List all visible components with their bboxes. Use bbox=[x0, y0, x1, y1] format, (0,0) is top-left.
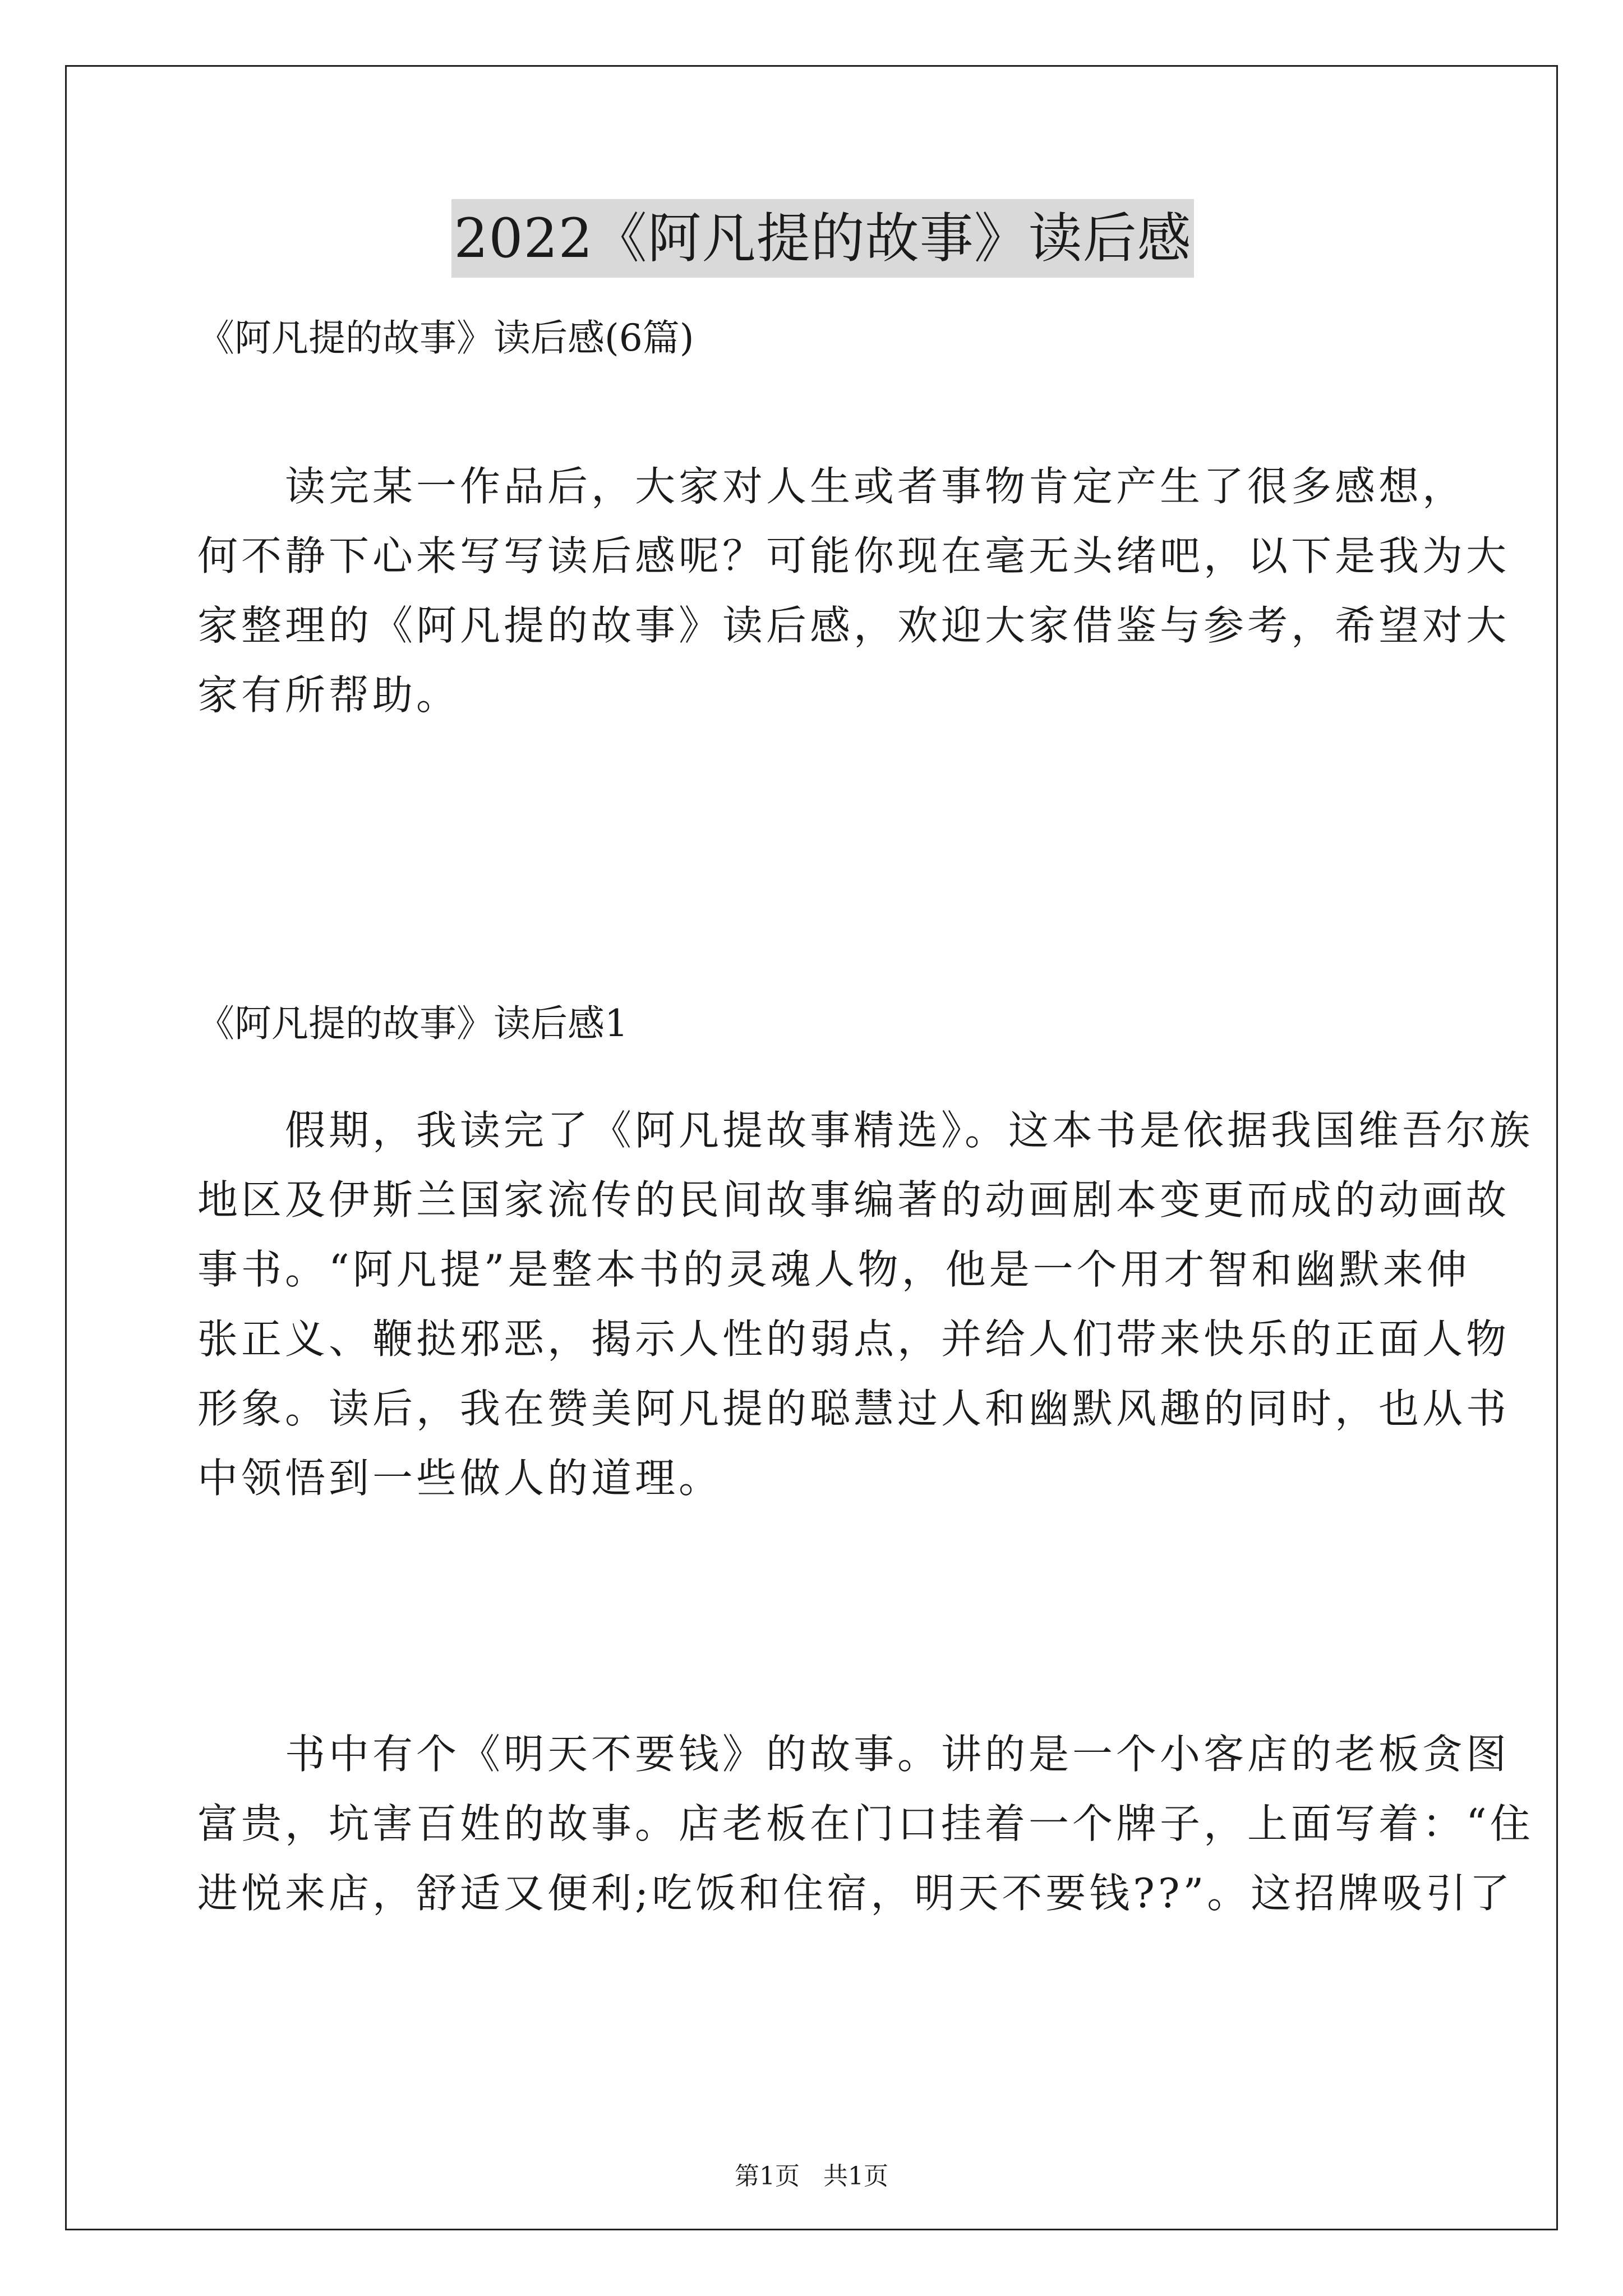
paragraph-line: 富贵，坑害百姓的故事。店老板在门口挂着一个牌子，上面写着：“住 bbox=[197, 1800, 1534, 1847]
intro-line: 家有所帮助。 bbox=[197, 671, 460, 719]
intro-line: 家整理的《阿凡提的故事》读后感，欢迎大家借鉴与参考，希望对大 bbox=[197, 602, 1510, 649]
paragraph-line: 书中有个《明天不要钱》的故事。讲的是一个小客店的老板贪图 bbox=[197, 1731, 1510, 1778]
intro-line: 读完某一作品后，大家对人生或者事物肯定产生了很多感想， bbox=[197, 463, 1467, 510]
paragraph-line: 进悦来店，舒适又便利;吃饭和住宿，明天不要钱??”。这招牌吸引了 bbox=[197, 1870, 1514, 1917]
document-subtitle: 《阿凡提的故事》读后感(6篇) bbox=[197, 316, 694, 360]
paragraph-line: 中领悟到一些做人的道理。 bbox=[197, 1455, 723, 1502]
title-wrapper bbox=[197, 199, 1448, 278]
paragraph-line: 张正义、鞭挞邪恶，揭示人性的弱点，并给人们带来快乐的正面人物 bbox=[197, 1315, 1510, 1363]
document-title: 2022《阿凡提的故事》读后感 bbox=[451, 199, 1193, 278]
intro-paragraph bbox=[197, 452, 1510, 730]
section-paragraph bbox=[197, 1096, 1534, 1513]
section-paragraph bbox=[197, 1719, 1534, 1928]
paragraph-line: 地区及伊斯兰国家流传的民间故事编著的动画剧本变更而成的动画故 bbox=[197, 1176, 1510, 1223]
paragraph-line: 形象。读后，我在赞美阿凡提的聪慧过人和幽默风趣的同时，也从书 bbox=[197, 1385, 1510, 1432]
page-footer bbox=[0, 2160, 1623, 2193]
section-heading: 《阿凡提的故事》读后感1 bbox=[197, 1002, 628, 1045]
page-total: 共1页 bbox=[823, 2162, 888, 2191]
paragraph-line: 事书。“阿凡提”是整本书的灵魂人物，他是一个用才智和幽默来伸 bbox=[197, 1246, 1470, 1293]
intro-line: 何不静下心来写写读后感呢？可能你现在毫无头绪吧，以下是我为大 bbox=[197, 532, 1510, 579]
paragraph-line: 假期，我读完了《阿凡提故事精选》。这本书是依据我国维吾尔族 bbox=[197, 1107, 1534, 1154]
page-number: 第1页 bbox=[735, 2162, 800, 2191]
